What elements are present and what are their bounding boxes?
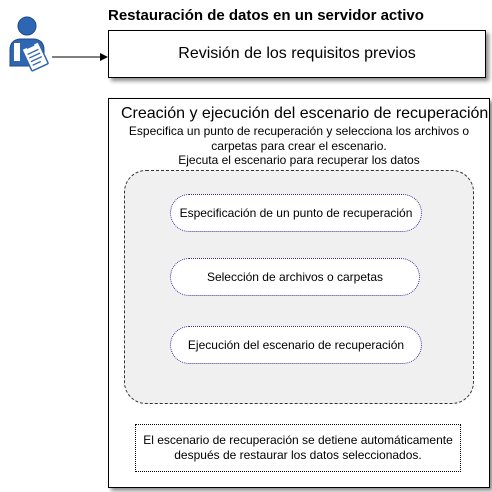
recovery-title: Creación y ejecución del escenario de recuperación xyxy=(121,105,489,122)
step-specify-recovery-point xyxy=(170,194,422,232)
prereq-box xyxy=(108,30,486,78)
diagram-title: Restauración de datos en un servidor activo xyxy=(108,7,424,24)
note-box xyxy=(135,424,461,472)
step-run-recovery-scenario xyxy=(170,326,422,364)
step-label: Especificación de un punto de recuperación xyxy=(179,206,413,220)
note-line: El escenario de recuperación se detiene automáticamente xyxy=(143,433,453,447)
recovery-description-line: carpetas para crear el escenario. xyxy=(211,138,387,153)
recovery-description xyxy=(112,124,486,168)
step-select-files-folders xyxy=(170,258,420,296)
step-label: Ejecución del escenario de recuperación xyxy=(187,338,405,352)
prereq-label: Revisión de los requisitos previos xyxy=(178,45,416,62)
recovery-description-line: Especifica un punto de recuperación y selecciona los archivos o xyxy=(128,124,470,138)
note-line: después de restaurar los datos seleccionados. xyxy=(174,448,422,462)
step-label: Selección de archivos o carpetas xyxy=(206,270,384,284)
recovery-description-line: Ejecuta el escenario para recuperar los datos xyxy=(178,153,420,167)
